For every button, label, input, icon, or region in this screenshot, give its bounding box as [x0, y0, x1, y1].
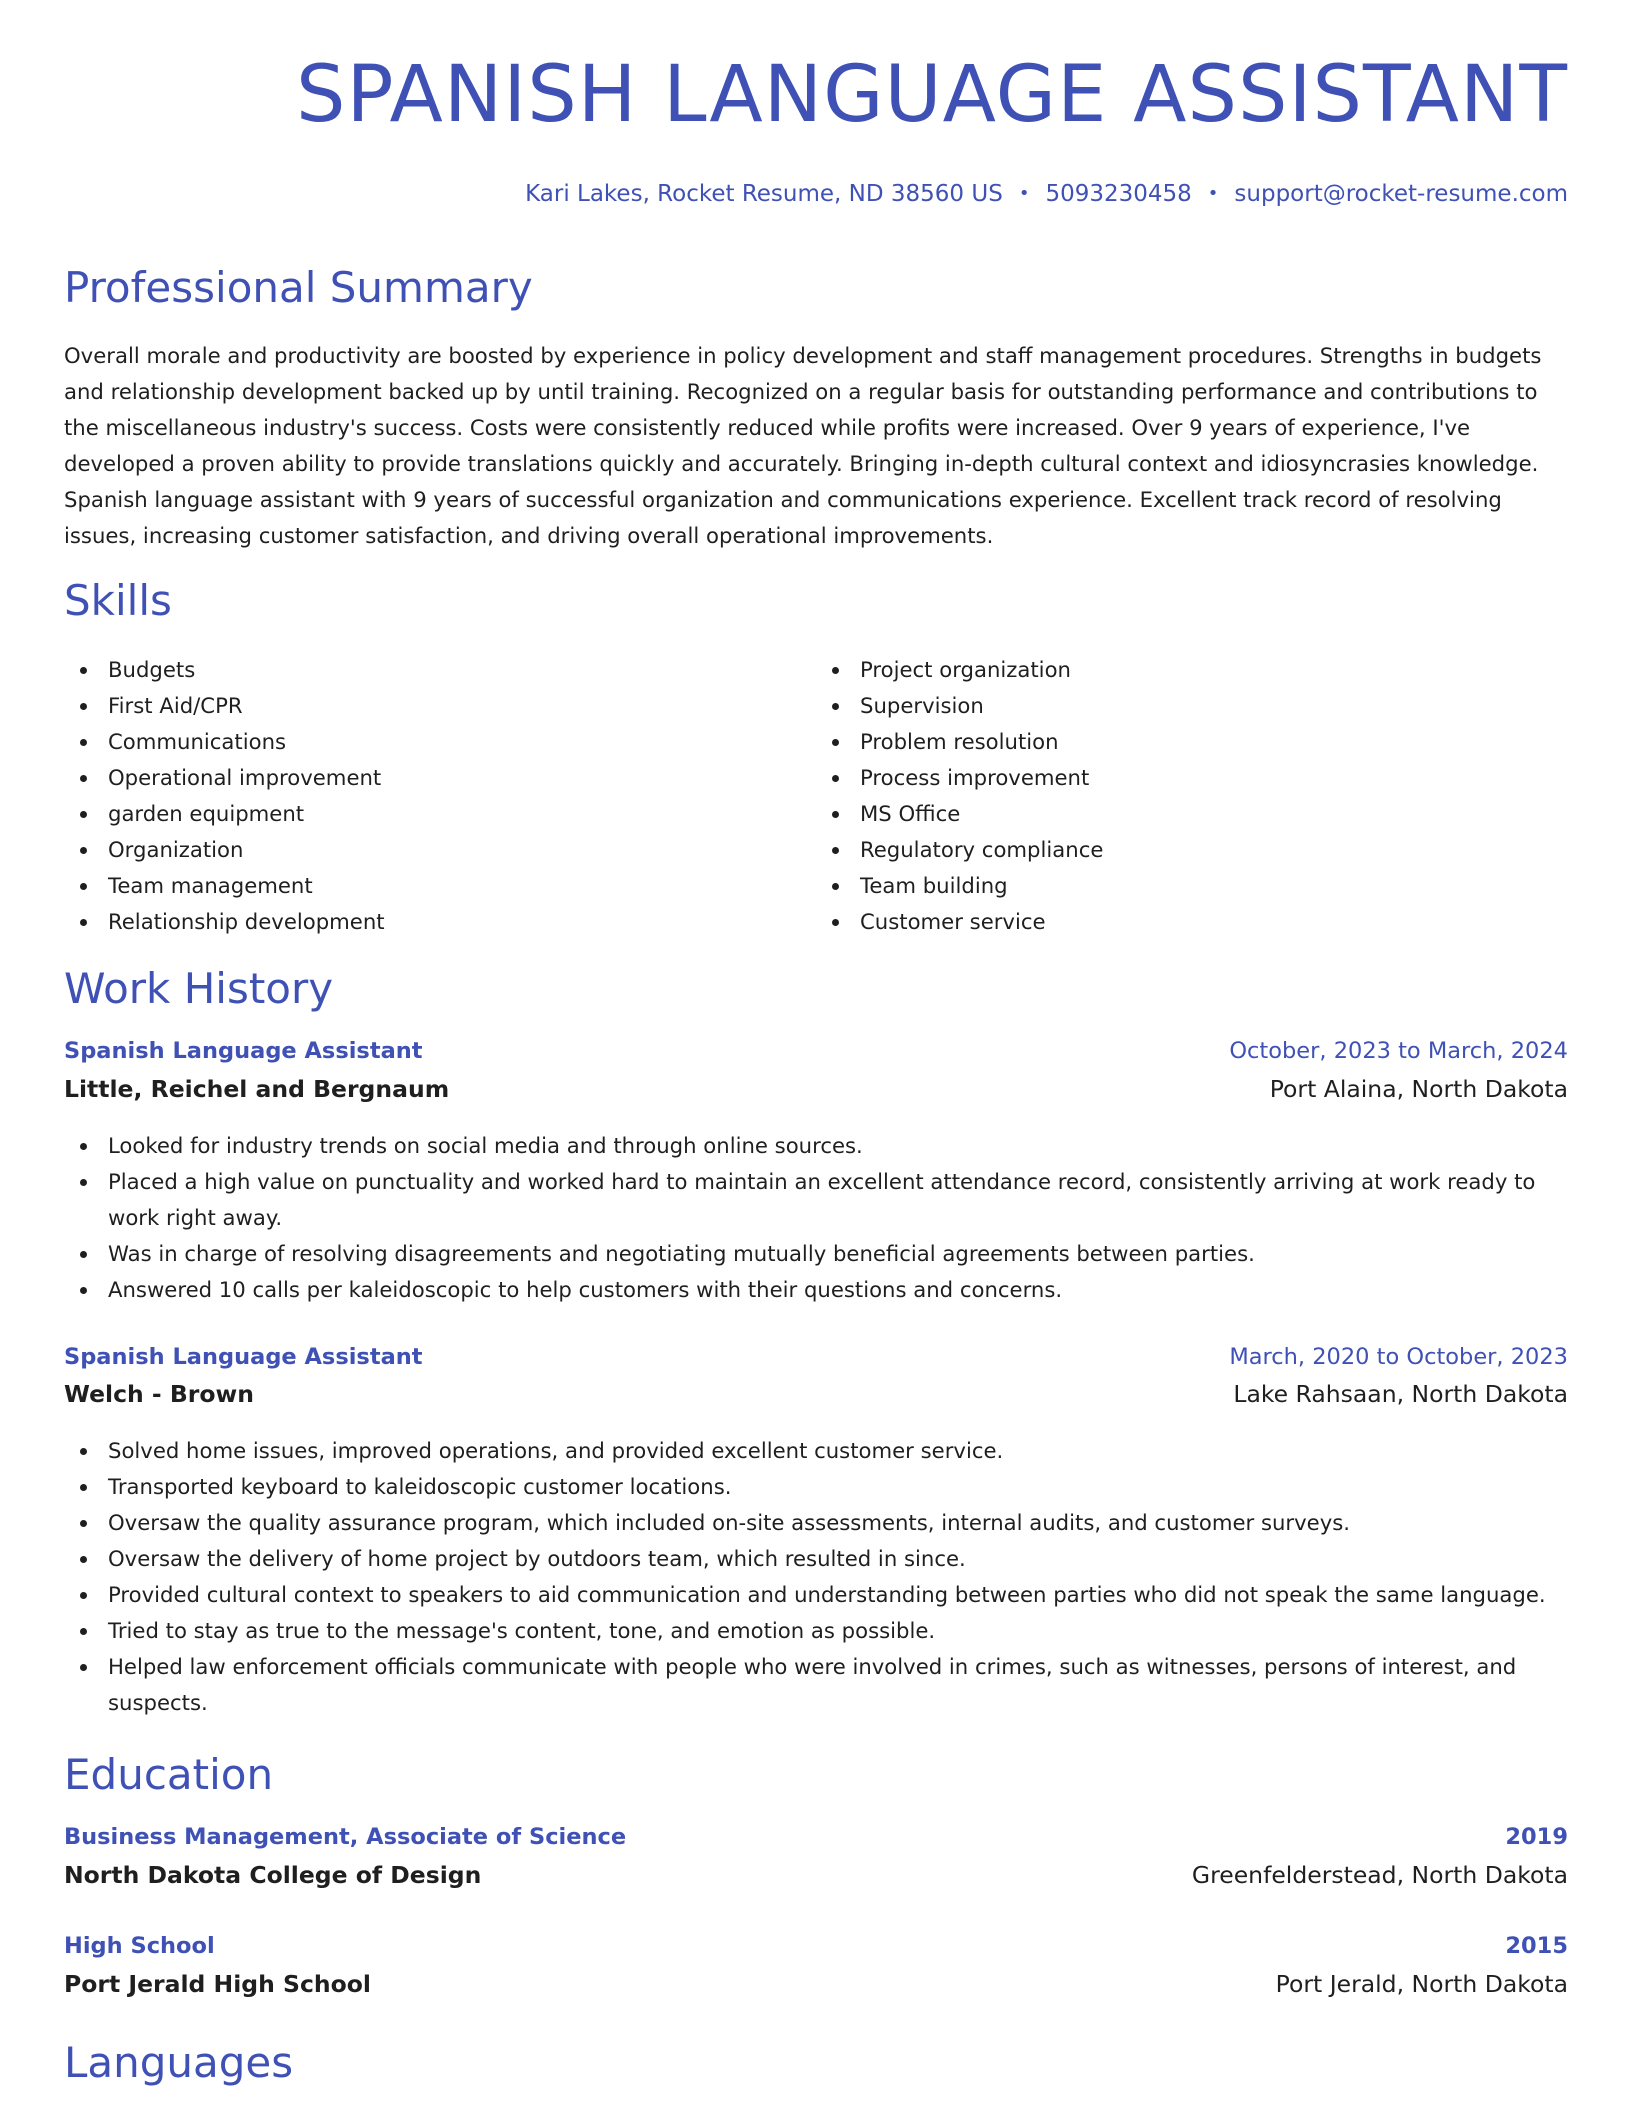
skill-item: MS Office [860, 796, 1568, 832]
job-duties [64, 1433, 1568, 1721]
education-school: Port Jerald High School [64, 1970, 371, 1998]
skill-item: Supervision [860, 688, 1568, 724]
education-year: 2015 [1505, 1933, 1568, 1959]
job-company: Little, Reichel and Bergnaum [64, 1075, 450, 1103]
resume-title: SPANISH LANGUAGE ASSISTANT [295, 50, 1568, 140]
skill-item: Team building [860, 868, 1568, 904]
skill-item: Budgets [108, 652, 816, 688]
job-dates: October, 2023 to March, 2024 [1229, 1038, 1568, 1064]
summary-heading: Professional Summary [64, 263, 533, 312]
job-title: Spanish Language Assistant [64, 1344, 423, 1370]
contact-email: support@rocket-resume.com [1234, 181, 1568, 207]
job-duty: Placed a high value on punctuality and worked hard to maintain an excellent attendance record, consistently arriving at work ready to work right away. [108, 1164, 1568, 1236]
skill-item: Problem resolution [860, 724, 1568, 760]
job-duty: Helped law enforcement officials communicate with people who were involved in crimes, such as witnesses, persons of interest, and suspects. [108, 1649, 1568, 1721]
job-duty: Answered 10 calls per kaleidoscopic to help customers with their questions and concerns. [108, 1272, 1568, 1308]
education-degree: Business Management, Associate of Science [64, 1824, 627, 1850]
job-location: Lake Rahsaan, North Dakota [1233, 1380, 1568, 1408]
skill-item: Customer service [860, 904, 1568, 940]
summary-text: Overall morale and productivity are boosted by experience in policy development and staff management procedures. Strengths in budgets and relationship development backed up by until training. Recognized on a regular basis for outstanding performance and contributions to the miscellaneous industry's success. Costs were consistently reduced while profits were increased. Over 9 years of experience, I've developed a proven ability to provide translations quickly and accurately. Bringing in-depth cultural context and idiosyncrasies knowledge. Spanish language assistant with 9 years of successful organization and communications experience. Excellent track record of resolving issues, increasing customer satisfaction, and driving overall operational improvements. [64, 343, 1542, 548]
job-subheader [64, 1380, 1568, 1408]
education-degree: High School [64, 1933, 215, 1959]
job-header [64, 1346, 1568, 1369]
contact-separator: • [1207, 183, 1219, 204]
education-subheader [64, 1970, 1568, 1998]
education-location: Port Jerald, North Dakota [1275, 1970, 1568, 1998]
skill-item: Regulatory compliance [860, 832, 1568, 868]
job-title: Spanish Language Assistant [64, 1038, 423, 1064]
skills-list [64, 652, 1568, 940]
job-company: Welch - Brown [64, 1380, 254, 1408]
job-duty: Tried to stay as true to the message's content, tone, and emotion as possible. [108, 1613, 1568, 1649]
education-location: Greenfelderstead, North Dakota [1191, 1861, 1568, 1889]
resume-page [64, 0, 1568, 2112]
job-duty: Was in charge of resolving disagreements and negotiating mutually beneficial agreements between parties. [108, 1236, 1568, 1272]
skill-item: Team management [108, 868, 816, 904]
education-header [64, 1826, 1568, 1849]
skill-item: Organization [108, 832, 816, 868]
contact-address: Kari Lakes, Rocket Resume, ND 38560 US [525, 181, 1003, 207]
skill-item: Communications [108, 724, 816, 760]
education-heading: Education [64, 1750, 274, 1799]
skills-column-right [816, 652, 1568, 940]
skill-item: First Aid/CPR [108, 688, 816, 724]
skill-item: Relationship development [108, 904, 816, 940]
skills-heading: Skills [64, 576, 172, 625]
job-subheader [64, 1075, 1568, 1103]
contact-phone: 5093230458 [1045, 181, 1192, 207]
skill-item: Operational improvement [108, 760, 816, 796]
work-history-heading: Work History [64, 964, 334, 1013]
job-duty: Provided cultural context to speakers to aid communication and understanding between parties who did not speak the same language. [108, 1577, 1568, 1613]
education-subheader [64, 1861, 1568, 1889]
skill-item: garden equipment [108, 796, 816, 832]
contact-line [525, 183, 1568, 206]
skill-item: Process improvement [860, 760, 1568, 796]
job-duties [64, 1128, 1568, 1308]
job-duty: Looked for industry trends on social media and through online sources. [108, 1128, 1568, 1164]
job-duty: Transported keyboard to kaleidoscopic customer locations. [108, 1469, 1568, 1505]
education-year: 2019 [1505, 1824, 1568, 1850]
job-duty: Oversaw the delivery of home project by outdoors team, which resulted in since. [108, 1541, 1568, 1577]
job-duty: Solved home issues, improved operations, and provided excellent customer service. [108, 1433, 1568, 1469]
skills-column-left [64, 652, 816, 940]
job-location: Port Alaina, North Dakota [1269, 1075, 1568, 1103]
contact-separator: • [1018, 183, 1030, 204]
job-duty: Oversaw the quality assurance program, which included on-site assessments, internal audits, and customer surveys. [108, 1505, 1568, 1541]
job-dates: March, 2020 to October, 2023 [1229, 1344, 1568, 1370]
job-header [64, 1040, 1568, 1063]
education-header [64, 1935, 1568, 1958]
languages-heading: Languages [64, 2038, 294, 2087]
education-school: North Dakota College of Design [64, 1861, 482, 1889]
skill-item: Project organization [860, 652, 1568, 688]
